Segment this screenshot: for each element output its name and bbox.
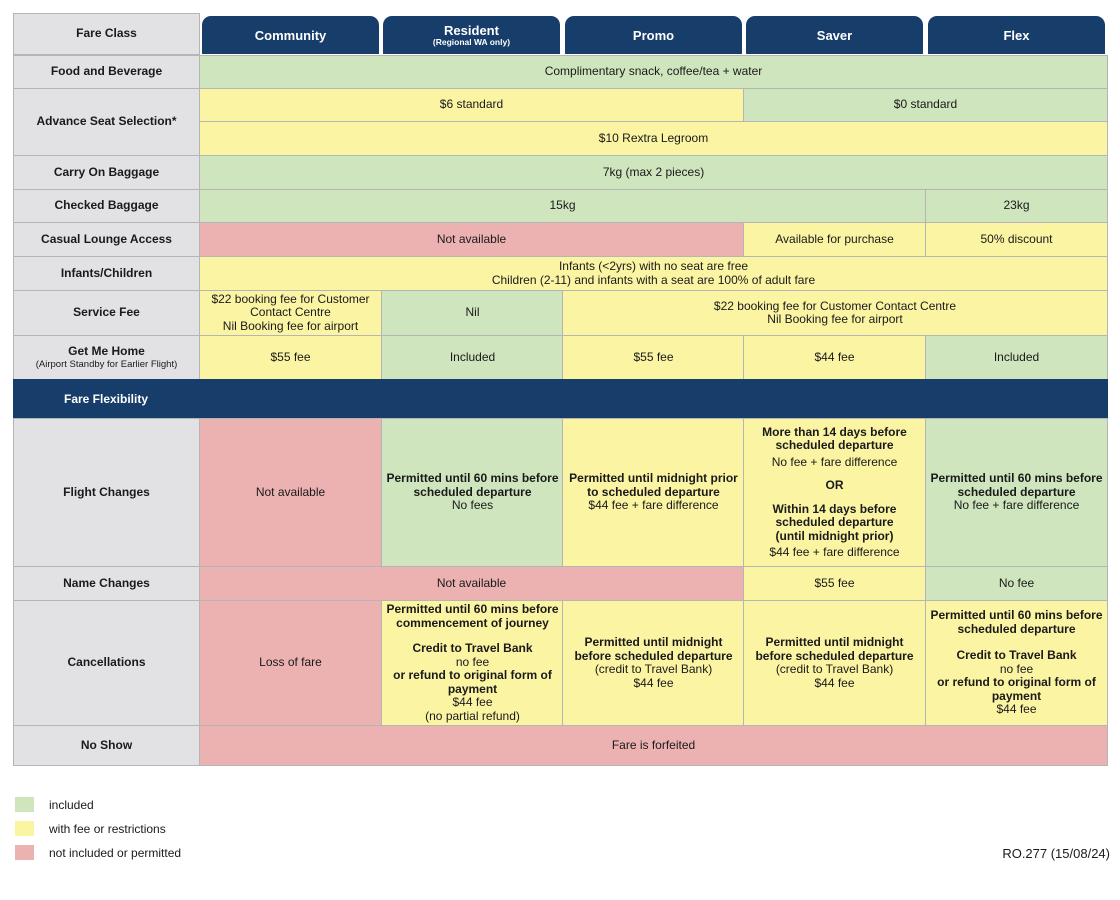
fare-class-label: Fare Class xyxy=(13,13,200,55)
header-community xyxy=(202,16,379,54)
legend-label: included xyxy=(49,798,94,812)
text-line: Permitted until midnight prior xyxy=(569,471,738,486)
text-line: before scheduled departure xyxy=(755,648,914,663)
changes-promo xyxy=(562,418,745,567)
carry-value: 7kg (max 2 pieces) xyxy=(199,155,1108,190)
text-line: before scheduled departure xyxy=(574,648,733,663)
cancellations-label: Cancellations xyxy=(13,600,200,726)
text-line: to scheduled departure xyxy=(587,484,720,499)
checked-flex: 23kg xyxy=(925,189,1108,223)
text-line: No fees xyxy=(451,498,494,513)
text-line: $44 fee xyxy=(633,675,674,690)
text-line: (no partial refund) xyxy=(425,708,520,723)
text-line: Permitted until 60 mins before xyxy=(930,608,1103,623)
class-name: Flex xyxy=(1003,27,1030,43)
noshow-value: Fare is forfeited xyxy=(199,725,1108,766)
text-line: Permitted until midnight xyxy=(765,635,904,649)
text-line: no fee xyxy=(999,661,1034,676)
text-line: Permitted until midnight xyxy=(584,635,723,649)
legend-swatch-green xyxy=(15,797,34,812)
text-line: (until midnight prior) xyxy=(775,528,894,543)
text-line: or refund to original form of xyxy=(937,675,1096,690)
children-line: Children (2-11) and infants with a seat are 100% of adult fare xyxy=(491,272,816,287)
class-name: Saver xyxy=(816,27,853,43)
seat-standard-free: $0 standard xyxy=(743,88,1108,122)
text-line: payment xyxy=(447,681,498,696)
cancellations-resident xyxy=(381,600,564,726)
text-line: $44 fee + fare difference xyxy=(588,498,719,513)
cancellations-saver xyxy=(743,600,926,726)
text-line: (credit to Travel Bank) xyxy=(594,662,713,676)
class-subtitle: (Regional WA only) xyxy=(432,36,511,47)
header-resident xyxy=(383,16,560,54)
seat-label: Advance Seat Selection* xyxy=(13,88,200,156)
text-line: scheduled departure xyxy=(775,515,894,529)
lounge-label: Casual Lounge Access xyxy=(13,222,200,257)
getmehome-community: $55 fee xyxy=(199,335,382,380)
class-name: Promo xyxy=(632,27,675,43)
noshow-label: No Show xyxy=(13,725,200,766)
getmehome-saver: $44 fee xyxy=(743,335,926,380)
text-line: no fee xyxy=(455,654,490,669)
legend-item-not-included xyxy=(15,845,315,861)
text-line: payment xyxy=(991,688,1042,703)
names-flex: No fee xyxy=(925,566,1108,601)
names-label: Name Changes xyxy=(13,566,200,601)
infants-value xyxy=(199,256,1108,291)
text-line: Permitted until 60 mins before xyxy=(386,471,559,486)
text-line: scheduled departure xyxy=(957,484,1076,499)
text-line: No fee + fare difference xyxy=(771,454,898,469)
names-saver: $55 fee xyxy=(743,566,926,601)
text-line: or refund to original form of xyxy=(393,668,552,682)
carry-label: Carry On Baggage xyxy=(13,155,200,190)
cancellations-community: Loss of fare xyxy=(199,600,382,726)
text-line: Permitted until 60 mins before xyxy=(386,602,559,616)
seat-legroom: $10 Rextra Legroom xyxy=(199,121,1108,156)
service-resident: Nil xyxy=(381,290,564,336)
legend-swatch-yellow xyxy=(15,821,34,836)
seat-standard-paid: $6 standard xyxy=(199,88,744,122)
header-promo xyxy=(565,16,742,54)
names-not-available: Not available xyxy=(199,566,744,601)
getmehome-resident: Included xyxy=(381,335,564,380)
changes-flex xyxy=(925,418,1108,567)
text-line: scheduled departure xyxy=(775,438,894,452)
cancellations-promo xyxy=(562,600,745,726)
getmehome-subtitle: (Airport Standby for Earlier Flight) xyxy=(35,358,178,370)
text-line: scheduled departure xyxy=(957,621,1076,636)
text-line: $22 booking fee for Customer xyxy=(211,291,370,306)
fare-flexibility-title: Fare Flexibility xyxy=(63,392,149,406)
text-line: $44 fee + fare difference xyxy=(769,545,900,559)
legend-swatch-red xyxy=(15,845,34,860)
food-value: Complimentary snack, coffee/tea + water xyxy=(199,55,1108,89)
text-line: $44 fee xyxy=(814,675,855,690)
fare-flexibility-band xyxy=(13,379,1108,419)
text-line: Nil Booking fee for airport xyxy=(222,318,359,333)
text-line: Nil Booking fee for airport xyxy=(767,312,903,326)
header-saver xyxy=(746,16,923,54)
text-line: Credit to Travel Bank xyxy=(412,641,533,655)
text-line: $44 fee xyxy=(996,702,1037,717)
text-line: Contact Centre xyxy=(250,305,331,320)
text-line: scheduled departure xyxy=(413,484,532,499)
text-line: Within 14 days before xyxy=(772,501,897,516)
service-label: Service Fee xyxy=(13,290,200,336)
infants-line: Infants (<2yrs) with no seat are free xyxy=(558,259,749,273)
text-line: More than 14 days before xyxy=(762,424,907,439)
legend-item-fee xyxy=(15,821,315,837)
changes-saver xyxy=(743,418,926,567)
class-name: Resident xyxy=(444,22,499,38)
service-others xyxy=(562,290,1108,336)
legend-label: with fee or restrictions xyxy=(49,822,166,836)
text-line: $44 fee xyxy=(452,695,493,709)
checked-label: Checked Baggage xyxy=(13,189,200,223)
text-line: $22 booking fee for Customer Contact Centre xyxy=(713,298,957,313)
checked-standard: 15kg xyxy=(199,189,926,223)
food-label: Food and Beverage xyxy=(13,55,200,89)
text-line: No fee + fare difference xyxy=(953,498,1080,513)
getmehome-promo: $55 fee xyxy=(562,335,745,380)
text-line: commencement of journey xyxy=(396,615,549,630)
text-line: Permitted until 60 mins before xyxy=(930,471,1103,486)
changes-community: Not available xyxy=(199,418,382,567)
changes-label: Flight Changes xyxy=(13,418,200,567)
cancellations-flex xyxy=(925,600,1108,726)
lounge-not-available: Not available xyxy=(199,222,744,257)
document-reference: RO.277 (15/08/24) xyxy=(1002,846,1110,861)
fare-comparison-table xyxy=(13,13,1108,766)
getmehome-label xyxy=(13,335,200,380)
changes-resident xyxy=(381,418,564,567)
infants-label: Infants/Children xyxy=(13,256,200,291)
class-name: Community xyxy=(254,27,327,43)
lounge-flex: 50% discount xyxy=(925,222,1108,257)
getmehome-title: Get Me Home xyxy=(68,344,145,359)
or-divider: OR xyxy=(825,478,844,492)
header-flex xyxy=(928,16,1105,54)
service-community xyxy=(199,290,382,336)
legend-label: not included or permitted xyxy=(49,846,182,860)
lounge-saver: Available for purchase xyxy=(743,222,926,257)
legend-item-included xyxy=(15,797,315,813)
text-line: (credit to Travel Bank) xyxy=(775,662,894,676)
getmehome-flex: Included xyxy=(925,335,1108,380)
text-line: Credit to Travel Bank xyxy=(956,648,1077,663)
